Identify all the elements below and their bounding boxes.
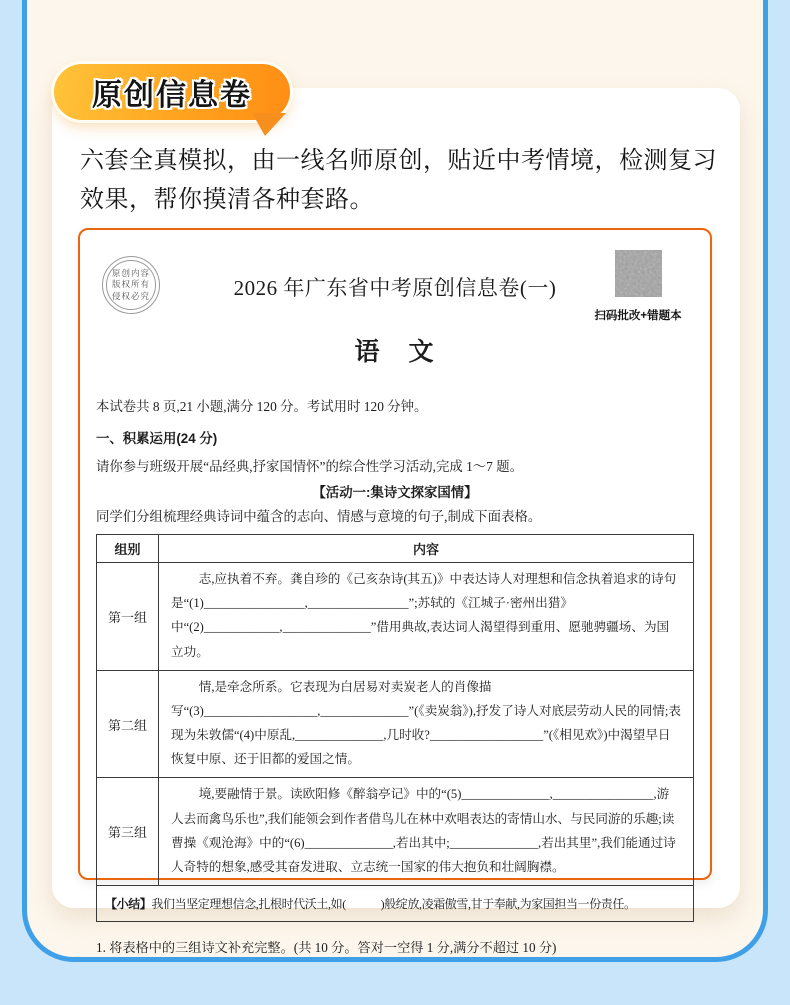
group-cell: 第一组 [97,563,159,671]
table-header-row [97,535,694,563]
content-cell [159,778,694,886]
exam-paper-title: 2026 年广东省中考原创信息卷(一) [233,276,557,300]
section-badge-label: 原创信息卷 [92,79,252,112]
table-intro-line: 同学们分组梳理经典诗词中蕴含的志向、情感与意境的句子,制成下面表格。 [96,509,542,524]
stamp-line: 侵权必究 [111,290,150,301]
qr-block [584,250,692,323]
exam-info-line: 本试卷共 8 页,21 小题,满分 120 分。考试用时 120 分钟。 [96,399,428,414]
intro-description: 六套全真模拟，由一线名师原创，贴近中考情境，检测复习效果，帮你摸清各种套路。 [80,147,717,213]
summary-text: 我们当坚定理想信念,扎根时代沃土,如( )般绽放,凌霜傲雪,甘于奉献,为家国担当一份责任。 [151,897,636,912]
copyright-stamp-text [106,260,156,310]
activity-one-heading: 【活动一:集诗文探家国情】 [312,485,478,500]
content-text: 情,是牵念所系。它表现为白居易对卖炭老人的肖像描写“(3)__________________,______________”(《卖炭翁》),抒发了诗人对底层劳动人民的同情;表现为朱敦儒“(4)中原乱,______________,几时收?__________________”(《相见欢》)中渴望早日恢复中原、还于旧都的爱国之情。 [171,679,682,767]
table-row [97,563,694,671]
exam-paper-body [80,396,710,956]
content-text: 境,要融情于景。读欧阳修《醉翁亭记》中的“(5)______________,________________,游人去而禽鸟乐也”,我们能领会到作者借鸟儿在林中欢唱表达的寄情山水、与民同游的乐趣;读曹操《观沧海》中的“(6)______________,若出其中;______________,若出其里”,我们能通过诗人奇特的想象,感受其奋发进取、立志统一国家的伟大抱负和壮阔胸襟。 [171,787,676,874]
section-one-heading: 一、积累运用(24 分) [96,431,218,446]
stamp-line: 版权所有 [111,279,150,290]
content-cell [159,563,694,671]
exam-paper-header [80,230,710,322]
exam-paper-preview [78,228,712,956]
col-header-group: 组别 [97,535,159,563]
stamp-line: 原创内容 [111,268,150,279]
section-badge [54,64,290,120]
summary-label: 【小结】 [105,897,152,912]
table-row [97,670,694,778]
poem-table [96,534,694,922]
col-header-content: 内容 [159,535,694,563]
qr-caption: 扫码批改+错题本 [594,310,682,322]
summary-cell [97,886,694,922]
content-cell [159,670,694,778]
group-cell: 第三组 [97,778,159,886]
table-row [97,778,694,886]
section-one-intro: 请你参与班级开展“品经典,抒家国情怀”的综合性学习活动,完成 1～7 题。 [96,459,523,474]
copyright-stamp [102,256,160,314]
group-cell: 第二组 [97,670,159,778]
qr-code-image [615,250,662,297]
summary-row [97,886,694,922]
question-1: 1. 将表格中的三组诗文补充完整。(共 10 分。答对一空得 1 分,满分不超过 10 分) [96,940,557,956]
exam-subject: 语 文 [354,339,436,366]
content-text: 志,应执着不弃。龚自珍的《己亥杂诗(其五)》中表达诗人对理想和信念执着追求的诗句是“(1)________________,________________”;苏轼的《江城子·密州出猎》中“(2)____________,______________”借用典故,表达词人渴望得到重用、愿驰骋疆场、为国立功。 [171,572,677,659]
